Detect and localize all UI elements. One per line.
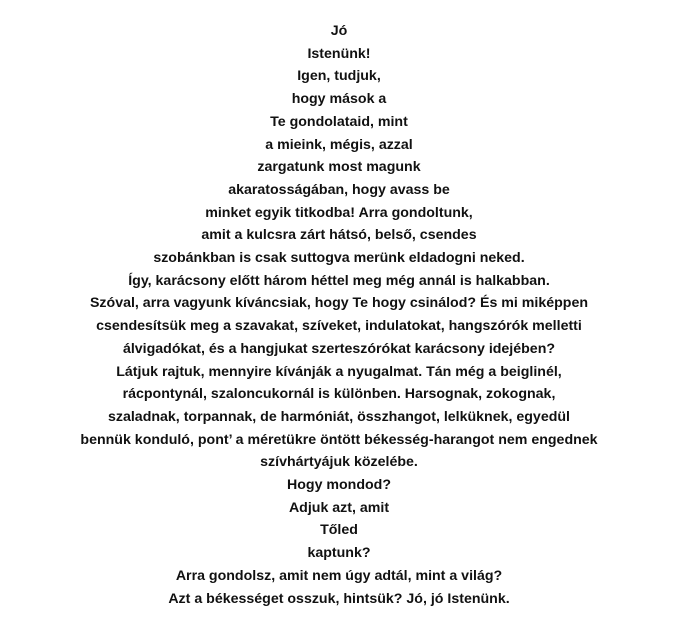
poem-line: Te gondolataid, mint — [270, 113, 408, 130]
poem-line: kaptunk? — [307, 545, 371, 562]
poem-line: Szóval, arra vagyunk kíváncsiak, hogy Te hogy csinálod? És mi miképpen — [89, 295, 589, 312]
poem-line: álvigadókat, és a hangjukat szerteszórókat karácsony idejében? — [122, 340, 556, 357]
poem-line: amit a kulcsra zárt hátsó, belső, csendes — [201, 227, 477, 244]
poem-line: Tőled — [320, 522, 358, 539]
poem-line: bennük konduló, pont’ a méretükre öntött békesség-harangot nem engednek — [80, 431, 598, 448]
poem-line: akaratosságában, hogy avass be — [228, 181, 450, 198]
poem-line: Hogy mondod? — [286, 477, 392, 494]
poem-line: csendesítsük meg a szavakat, szíveket, indulatokat, hangszórók melletti — [96, 318, 582, 335]
poem-line: zargatunk most magunk — [257, 159, 421, 176]
poem-line: Jó — [330, 23, 348, 39]
poem-line: Igen, tudjuk, — [297, 68, 381, 85]
poem-text — [0, 20, 678, 610]
poem-line: szaladnak, torpannak, de harmóniát, összhangot, lelküknek, egyedül — [107, 408, 570, 425]
poem-line: Látjuk rajtuk, mennyire kívánják a nyugalmat. Tán még a beiglinél, — [116, 363, 562, 380]
poem-line: hogy mások a — [291, 91, 387, 108]
poem-line: Azt a békességet osszuk, hintsük? Jó, jó Istenünk. — [168, 590, 510, 607]
poem-line: Arra gondolsz, amit nem úgy adtál, mint a világ? — [175, 567, 503, 584]
poem-line: Így, karácsony előtt három héttel meg még annál is halkabban. — [128, 272, 550, 289]
poem-line: Adjuk azt, amit — [288, 499, 390, 516]
poem-line: minket egyik titkodba! Arra gondoltunk, — [205, 204, 473, 221]
poem-line: rácpontynál, szaloncukornál is különben. Harsognak, zokognak, — [122, 386, 556, 403]
poem-line: szobánkban is csak suttogva merünk eldadogni neked. — [153, 250, 525, 267]
poem-line: szívhártyájuk közelébe. — [260, 454, 418, 471]
poem-line: Istenünk! — [307, 45, 371, 62]
poem-line: a mieink, mégis, azzal — [265, 136, 413, 153]
